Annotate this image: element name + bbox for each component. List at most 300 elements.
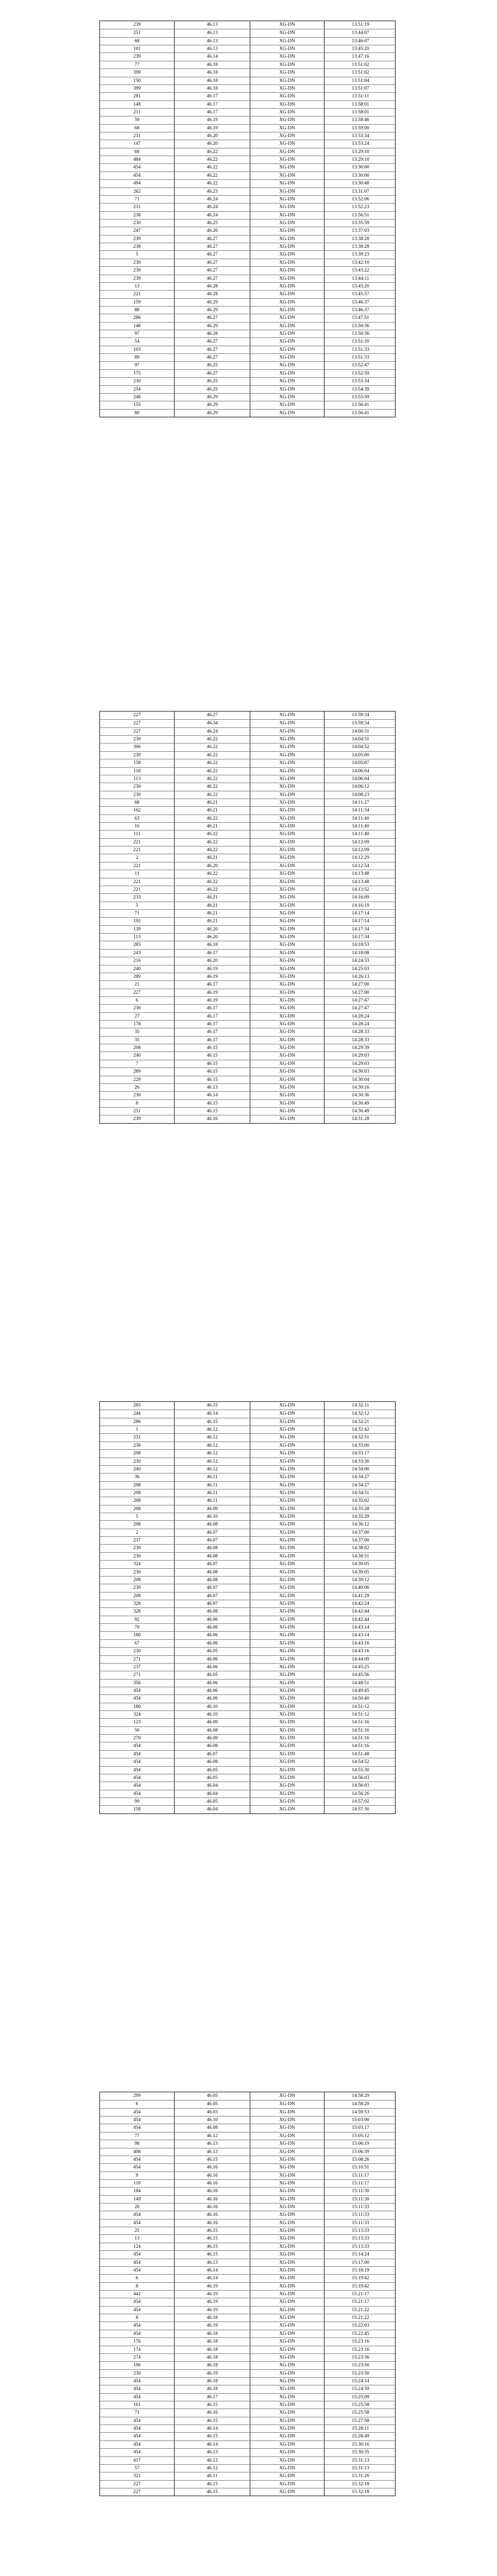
trade-price-cell: 46.27	[175, 354, 250, 361]
table-row	[100, 862, 395, 870]
trade-venue-cell: XG-DN	[250, 1719, 324, 1726]
trade-volume-cell: 26	[100, 1084, 175, 1091]
trade-time-cell: 14:06:12	[352, 784, 369, 790]
table-row	[100, 2156, 395, 2163]
trade-time-cell: 13:44:11	[352, 276, 369, 281]
trade-venue-cell: XG-DN	[250, 2243, 324, 2250]
trade-price-cell: 46.22	[175, 736, 250, 743]
trade-volume-cell: 50	[100, 1727, 175, 1734]
trade-time-cell: 15:30:35	[352, 2450, 369, 2455]
trade-time-cell: 15:11:17	[352, 2180, 369, 2186]
trade-venue-cell: XG-DN	[250, 807, 324, 814]
trade-time-cell: 13:43:22	[352, 268, 369, 274]
trade-venue-cell: XG-DN	[250, 45, 324, 53]
table-row	[100, 2132, 395, 2140]
trade-venue-cell: XG-DN	[250, 973, 324, 980]
trade-price-cell: 46.05	[175, 2100, 250, 2108]
trade-time-cell: 13:53:34	[352, 133, 369, 139]
table-row	[100, 2203, 395, 2211]
trade-time-cell: 15:31:13	[352, 2458, 369, 2463]
trade-time-cell: 13:52:59	[352, 370, 369, 376]
trade-volume-cell: 454	[100, 1687, 175, 1694]
trade-venue-cell: XG-DN	[250, 2283, 324, 2290]
trade-price-cell: 46.15	[175, 1052, 250, 1059]
trade-price-cell: 46.25	[175, 378, 250, 385]
trade-price-cell: 46.22	[175, 743, 250, 751]
trade-time-cell: 14:34:00	[352, 1466, 369, 1472]
trade-venue-cell: XG-DN	[250, 1482, 324, 1489]
trade-time-cell: 15:31:13	[352, 2465, 369, 2471]
trade-volume-cell: 306	[100, 743, 175, 751]
trade-price-cell: 46.19	[175, 116, 250, 124]
trade-price-cell: 46.04	[175, 1790, 250, 1798]
table-row	[100, 203, 395, 211]
trade-time-cell: 14:41:29	[352, 1593, 369, 1599]
trade-venue-cell: XG-DN	[250, 2481, 324, 2488]
trade-volume-cell: 454	[100, 1790, 175, 1798]
trade-time-cell: 14:31:28	[352, 1116, 369, 1122]
table-row	[100, 1012, 395, 1020]
trade-venue-cell: XG-DN	[250, 1418, 324, 1426]
trade-time-cell: 13:46:37	[352, 307, 369, 313]
table-row	[100, 2464, 395, 2472]
trade-venue-cell: XG-DN	[250, 1060, 324, 1067]
trade-volume-cell: 113	[100, 775, 175, 783]
table-row	[100, 2488, 395, 2496]
table-row	[100, 2448, 395, 2456]
table-row	[100, 45, 395, 53]
trade-volume-cell: 5	[100, 1513, 175, 1520]
trade-time-cell: 14:06:04	[352, 768, 369, 774]
trade-time-cell: 15:11:33	[352, 2220, 369, 2226]
table-row	[100, 751, 395, 759]
trade-venue-cell: XG-DN	[250, 1545, 324, 1552]
trade-time-cell: 14:17:34	[352, 935, 369, 940]
table-row	[100, 743, 395, 751]
trade-venue-cell: XG-DN	[250, 1664, 324, 1671]
trade-venue-cell: XG-DN	[250, 2275, 324, 2282]
trade-price-cell: 46.12	[175, 1442, 250, 1449]
trade-price-cell: 46.09	[175, 1719, 250, 1726]
trade-price-cell: 46.07	[175, 1537, 250, 1544]
trade-price-cell: 46.06	[175, 1687, 250, 1694]
trade-volume-cell: 71	[100, 910, 175, 917]
trade-price-cell: 46.14	[175, 2425, 250, 2432]
table-row	[100, 2306, 395, 2314]
trade-price-cell: 46.14	[175, 2275, 250, 2282]
trade-volume-cell: 285	[100, 941, 175, 948]
table-row	[100, 2337, 395, 2345]
trade-time-cell: 14:12:29	[352, 855, 369, 861]
trade-venue-cell: XG-DN	[250, 188, 324, 195]
trade-venue-cell: XG-DN	[250, 1767, 324, 1774]
table-row	[100, 1631, 395, 1639]
table-row	[100, 337, 395, 345]
trade-price-cell: 46.16	[175, 2164, 250, 2171]
table-row	[100, 1663, 395, 1671]
trade-venue-cell: XG-DN	[250, 338, 324, 345]
trade-volume-cell: 2	[100, 1529, 175, 1536]
trade-price-cell: 46.06	[175, 1695, 250, 1702]
trade-volume-cell: 2	[100, 854, 175, 861]
trade-venue-cell: XG-DN	[250, 1410, 324, 1417]
trade-volume-cell: 13	[100, 283, 175, 290]
trade-time-cell: 14:51:12	[352, 1712, 369, 1718]
trade-volume-cell: 89	[100, 354, 175, 361]
trade-price-cell: 46.22	[175, 791, 250, 799]
trade-volume-cell: 80	[100, 410, 175, 417]
table-row	[100, 385, 395, 393]
trade-venue-cell: XG-DN	[250, 791, 324, 799]
trade-price-cell: 46.17	[175, 93, 250, 100]
table-row	[100, 369, 395, 377]
trade-price-cell: 46.29	[175, 410, 250, 417]
table-row	[100, 188, 395, 195]
trade-time-cell: 13:51:02	[352, 62, 369, 67]
trade-price-cell: 46.20	[175, 862, 250, 870]
table-row	[100, 1766, 395, 1774]
trade-volume-cell: 208	[100, 1577, 175, 1584]
trade-time-cell: 14:12:09	[352, 848, 369, 853]
trade-volume-cell: 208	[100, 1521, 175, 1528]
table-row	[100, 2425, 395, 2432]
trade-venue-cell: XG-DN	[250, 1434, 324, 1441]
trade-price-cell: 46.22	[175, 768, 250, 775]
table-row	[100, 1774, 395, 1782]
trade-volume-cell: 208	[100, 1450, 175, 1457]
trade-time-cell: 14:38:51	[352, 1553, 369, 1559]
trade-time-cell: 13:51:33	[352, 355, 369, 361]
trade-volume-cell: 237	[100, 1537, 175, 1544]
trade-volume-cell: 208	[100, 1482, 175, 1489]
table-row	[100, 1536, 395, 1544]
trade-price-cell: 46.22	[175, 180, 250, 187]
trade-volume-cell: 113	[100, 934, 175, 941]
trade-volume-cell: 6	[100, 997, 175, 1004]
trade-price-cell: 46.16	[175, 2196, 250, 2203]
trade-venue-cell: XG-DN	[250, 1521, 324, 1528]
trade-time-cell: 15:05:12	[352, 2133, 369, 2139]
trade-volume-cell: 27	[100, 1013, 175, 1020]
trade-price-cell: 46.15	[175, 1076, 250, 1083]
trade-volume-cell: 454	[100, 2433, 175, 2440]
trade-volume-cell: 417	[100, 2457, 175, 2464]
table-row	[100, 163, 395, 171]
table-row	[100, 2195, 395, 2203]
trade-volume-cell: 229	[100, 1076, 175, 1083]
trade-time-cell: 14:56:03	[352, 1783, 369, 1789]
trade-price-cell: 46.08	[175, 1553, 250, 1560]
trade-price-cell: 46.28	[175, 283, 250, 290]
trade-venue-cell: XG-DN	[250, 148, 324, 156]
trade-time-cell: 14:36:12	[352, 1522, 369, 1528]
trade-volume-cell: 70	[100, 1624, 175, 1631]
trade-time-cell: 15:21:22	[352, 2307, 369, 2313]
trade-price-cell: 46.27	[175, 235, 250, 243]
trade-volume-cell: 180	[100, 1632, 175, 1639]
trade-volume-cell: 162	[100, 807, 175, 814]
trade-time-cell: 14:11:34	[352, 808, 369, 814]
trade-venue-cell: XG-DN	[250, 759, 324, 767]
table-row	[100, 1623, 395, 1631]
trade-venue-cell: XG-DN	[250, 2092, 324, 2100]
table-row	[100, 2330, 395, 2337]
trade-time-cell: 14:05:07	[352, 760, 369, 766]
trade-volume-cell: 454	[100, 1782, 175, 1789]
trade-venue-cell: XG-DN	[250, 1758, 324, 1766]
table-row	[100, 361, 395, 369]
trade-volume-cell: 221	[100, 886, 175, 893]
table-row	[100, 949, 395, 957]
trade-time-cell: 14:45:56	[352, 1672, 369, 1678]
trade-volume-cell: 178	[100, 1021, 175, 1028]
table-row	[100, 393, 395, 401]
table-row	[100, 330, 395, 337]
trade-time-cell: 13:42:10	[352, 260, 369, 265]
trade-volume-cell: 236	[100, 1442, 175, 1449]
trade-time-cell: 15:25:58	[352, 2410, 369, 2416]
trade-time-cell: 15:32:18	[352, 2481, 369, 2487]
trade-time-cell: 15:28:49	[352, 2434, 369, 2439]
table-row	[100, 1647, 395, 1655]
table-row	[100, 29, 395, 37]
table-row	[100, 1703, 395, 1710]
trade-venue-cell: XG-DN	[250, 1592, 324, 1600]
table-row	[100, 1584, 395, 1591]
table-page-2	[99, 711, 396, 1124]
trade-price-cell: 46.15	[175, 2488, 250, 2496]
trade-venue-cell: XG-DN	[250, 346, 324, 353]
trade-volume-cell: 356	[100, 1680, 175, 1687]
trade-price-cell: 46.16	[175, 2219, 250, 2227]
trade-price-cell: 46.18	[175, 69, 250, 76]
trade-venue-cell: XG-DN	[250, 401, 324, 409]
trade-time-cell: 14:44:09	[352, 1656, 369, 1662]
table-row	[100, 377, 395, 385]
trade-venue-cell: XG-DN	[250, 752, 324, 759]
trade-price-cell: 46.06	[175, 1624, 250, 1631]
trade-time-cell: 14:00:31	[352, 728, 369, 734]
table-row	[100, 1060, 395, 1067]
trade-time-cell: 14:26:13	[352, 974, 369, 979]
trade-time-cell: 13:54:39	[352, 386, 369, 392]
trade-time-cell: 15:11:33	[352, 2212, 369, 2218]
table-row	[100, 830, 395, 838]
trade-price-cell: 46.16	[175, 2172, 250, 2179]
trade-volume-cell: 454	[100, 2259, 175, 2266]
table-row	[100, 2266, 395, 2274]
trade-volume-cell: 271	[100, 1656, 175, 1663]
table-page-1	[99, 21, 396, 417]
trade-time-cell: 14:30:04	[352, 1077, 369, 1082]
table-row	[100, 1671, 395, 1679]
table-row	[100, 1782, 395, 1789]
trade-time-cell: 14:30:36	[352, 1093, 369, 1098]
trade-volume-cell: 5	[100, 902, 175, 909]
table-row	[100, 2377, 395, 2385]
table-row	[100, 783, 395, 790]
trade-volume-cell: 77	[100, 2132, 175, 2140]
table-row	[100, 973, 395, 980]
trade-venue-cell: XG-DN	[250, 910, 324, 917]
trade-venue-cell: XG-DN	[250, 981, 324, 988]
trade-venue-cell: XG-DN	[250, 164, 324, 171]
table-row	[100, 1710, 395, 1718]
trade-venue-cell: XG-DN	[250, 1513, 324, 1520]
table-row	[100, 1639, 395, 1647]
table-row	[100, 1560, 395, 1568]
trade-price-cell: 46.21	[175, 799, 250, 806]
trade-volume-cell: 251	[100, 29, 175, 37]
trade-time-cell: 14:58:29	[352, 2093, 369, 2098]
trade-venue-cell: XG-DN	[250, 1068, 324, 1075]
trade-venue-cell: XG-DN	[250, 212, 324, 219]
trade-price-cell: 46.17	[175, 1037, 250, 1044]
table-row	[100, 2456, 395, 2464]
trade-price-cell: 46.27	[175, 370, 250, 377]
trade-time-cell: 14:43:16	[352, 1649, 369, 1654]
table-row	[100, 298, 395, 306]
trade-venue-cell: XG-DN	[250, 1774, 324, 1782]
trade-price-cell: 46.14	[175, 1092, 250, 1099]
trade-venue-cell: XG-DN	[250, 2488, 324, 2496]
trade-venue-cell: XG-DN	[250, 1028, 324, 1036]
trade-time-cell: 14:35:02	[352, 1498, 369, 1504]
trade-price-cell: 46.08	[175, 1577, 250, 1584]
table-row	[100, 902, 395, 909]
trade-time-cell: 13:46:37	[352, 299, 369, 305]
trade-volume-cell: 150	[100, 77, 175, 84]
table-row	[100, 767, 395, 775]
trade-time-cell: 14:28:33	[352, 1037, 369, 1043]
trade-price-cell: 46.12	[175, 1458, 250, 1465]
trade-time-cell: 14:54:52	[352, 1759, 369, 1765]
trade-time-cell: 14:12:09	[352, 839, 369, 845]
trade-volume-cell: 208	[100, 1505, 175, 1513]
table-row	[100, 909, 395, 917]
trade-time-cell: 15:06:39	[352, 2149, 369, 2155]
trade-price-cell: 46.22	[175, 878, 250, 886]
trade-time-cell: 14:08:23	[352, 792, 369, 798]
table-row	[100, 1481, 395, 1489]
table-row	[100, 2321, 395, 2329]
table-row	[100, 148, 395, 156]
trade-price-cell: 46.14	[175, 2267, 250, 2274]
trade-price-cell: 46.19	[175, 965, 250, 973]
table-row	[100, 822, 395, 830]
trade-price-cell: 46.21	[175, 894, 250, 901]
trade-time-cell: 14:43:16	[352, 1640, 369, 1646]
trade-volume-cell: 289	[100, 1068, 175, 1075]
table-row	[100, 1044, 395, 1052]
trade-time-cell: 14:49:45	[352, 1688, 369, 1693]
trade-venue-cell: XG-DN	[250, 2370, 324, 2377]
trade-venue-cell: XG-DN	[250, 1782, 324, 1789]
trade-volume-cell: 71	[100, 196, 175, 203]
trade-volume-cell: 248	[100, 394, 175, 401]
trade-time-cell: 15:19:42	[352, 2283, 369, 2289]
trade-price-cell: 46.29	[175, 401, 250, 409]
trade-volume-cell: 68	[100, 148, 175, 156]
trade-time-cell: 14:35:28	[352, 1506, 369, 1512]
trade-price-cell: 46.13	[175, 2449, 250, 2456]
trade-volume-cell: 454	[100, 2211, 175, 2218]
trade-time-cell: 13:58:01	[352, 109, 369, 115]
trade-volume-cell: 5	[100, 251, 175, 258]
table-row	[100, 21, 395, 29]
trade-volume-cell: 454	[100, 2251, 175, 2258]
trade-volume-cell: 227	[100, 728, 175, 735]
trade-price-cell: 46.06	[175, 1640, 250, 1647]
table-row	[100, 1616, 395, 1623]
trade-volume-cell: 231	[100, 204, 175, 211]
trade-price-cell: 46.22	[175, 156, 250, 163]
trade-volume-cell: 208	[100, 1489, 175, 1497]
table-row	[100, 195, 395, 203]
table-row	[100, 409, 395, 417]
trade-venue-cell: XG-DN	[250, 386, 324, 393]
table-row	[100, 77, 395, 84]
table-row	[100, 2298, 395, 2306]
trade-venue-cell: XG-DN	[250, 1569, 324, 1576]
trade-price-cell: 46.21	[175, 910, 250, 917]
trade-price-cell: 46.15	[175, 1100, 250, 1107]
table-row	[100, 1568, 395, 1576]
trade-time-cell: 14:30:16	[352, 1084, 369, 1090]
trade-time-cell: 14:11:40	[352, 832, 369, 837]
trade-time-cell: 15:11:30	[352, 2196, 369, 2202]
trade-price-cell: 46.18	[175, 2338, 250, 2345]
trade-time-cell: 14:16:19	[352, 903, 369, 908]
trade-time-cell: 15:06:19	[352, 2141, 369, 2147]
table-row	[100, 61, 395, 69]
trade-volume-cell: 174	[100, 2346, 175, 2353]
trade-volume-cell: 230	[100, 1092, 175, 1099]
trade-price-cell: 46.15	[175, 2235, 250, 2242]
trade-price-cell: 46.20	[175, 926, 250, 933]
trade-price-cell: 46.11	[175, 2472, 250, 2480]
table-row	[100, 1433, 395, 1441]
trade-price-cell: 46.11	[175, 1473, 250, 1481]
table-row	[100, 2219, 395, 2227]
trade-venue-cell: XG-DN	[250, 2465, 324, 2472]
trade-time-cell: 14:18:53	[352, 942, 369, 948]
trade-time-cell: 14:28:24	[352, 1022, 369, 1027]
table-row	[100, 2409, 395, 2416]
trade-venue-cell: XG-DN	[250, 1402, 324, 1410]
trade-price-cell: 46.22	[175, 839, 250, 846]
trade-time-cell: 14:27:00	[352, 990, 369, 995]
trade-time-cell: 14:39:05	[352, 1562, 369, 1567]
table-row	[100, 806, 395, 814]
trade-venue-cell: XG-DN	[250, 2314, 324, 2321]
trade-time-cell: 14:29:03	[352, 1061, 369, 1066]
table-row	[100, 2187, 395, 2195]
trade-time-cell: 13:29:10	[352, 149, 369, 155]
trade-venue-cell: XG-DN	[250, 85, 324, 92]
trade-venue-cell: XG-DN	[250, 2441, 324, 2448]
trade-venue-cell: XG-DN	[250, 1505, 324, 1513]
trade-price-cell: 46.15	[175, 1068, 250, 1075]
trade-volume-cell: 233	[100, 894, 175, 901]
trade-time-cell: 13:38:28	[352, 236, 369, 242]
trade-time-cell: 13:51:20	[352, 339, 369, 345]
trade-venue-cell: XG-DN	[250, 53, 324, 60]
trade-price-cell: 46.13	[175, 2140, 250, 2147]
trade-time-cell: 15:25:09	[352, 2394, 369, 2400]
trade-time-cell: 13:30:00	[352, 165, 369, 171]
trade-volume-cell: 270	[100, 1735, 175, 1742]
